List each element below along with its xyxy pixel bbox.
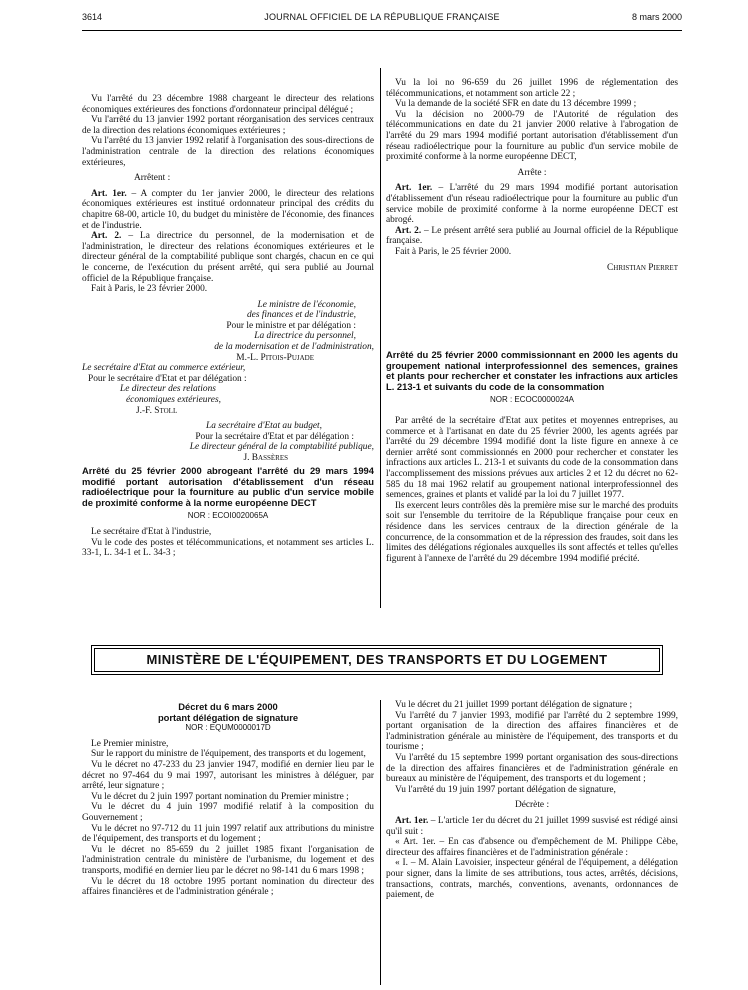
column-divider — [380, 68, 381, 608]
sig-sec-commerce: Le secrétaire d'Etat au commerce extérieur, — [82, 363, 246, 374]
paragraph: Vu le décret du 2 juin 1997 portant nomination du Premier ministre ; — [91, 791, 349, 802]
decret-title-2: portant délégation de signature — [157, 711, 299, 723]
sig-dir-rel-1: Le directeur des relations — [120, 384, 216, 395]
decret-title-1: Décret du 6 mars 2000 — [178, 701, 278, 712]
sig-dir-rel-2: économiques extérieures, — [126, 395, 221, 406]
arrete-3-nor: NOR : ECOC0000024A — [489, 395, 575, 405]
sig-dir-compta-name: J. Bassères — [243, 453, 288, 463]
sig-dir-rel-name: J.-F. Stoll — [136, 405, 178, 416]
journal-title: JOURNAL OFFICIEL DE LA RÉPUBLIQUE FRANÇAISE — [264, 12, 500, 22]
left-column-upper — [82, 94, 374, 464]
decret-nor: NOR : EQUM0000017D — [185, 723, 271, 733]
paragraph: Par arrêté de la secrétaire d'Etat aux petites et moyennes entreprises, au commerce et à l'artisanat en date du 25 février 2000, les agents agréés par l'arrêté du 29 décembre 1994 modifié dont la liste figure en annexe à ce dernier arrêté sont commissionnés en 2000 pour rechercher et constater les infractions aux articles L. 213-1 et suivants du code de la consommation dans l'accomplissement des missions prévues aux articles 2 et 12 du décret no 62-585 du 18 mai 1962 relatif au groupement national interprofessionnel des semences, graines et plants et validé par la loi du 7 juillet 1977. — [386, 415, 678, 501]
decrete-word: Décrète : — [514, 800, 550, 811]
paragraph: Vu l'arrêté du 7 janvier 1993, modifié par l'arrêté du 2 septembre 1999, portant organisation de la direction des affaires financières et de l'administration générale au ministère de l'équipement, des transports et du tourisme ; — [386, 710, 678, 753]
arrete-word: Arrête : — [517, 167, 547, 178]
arrete-2-nor: NOR : ECOI0020065A — [187, 511, 269, 521]
paragraph: Ils exercent leurs contrôles dès la première mise sur le marché des produits soit sur l'ensemble du territoire de la République française pour ceux en résidence dans les services centraux de la direction générale de la concurrence, de la consommation et de la répression des fraudes, soit dans les limites des délégations régionales auxquelles ils sont affectés et telles qu'elles figurent à l'annexe de l'arrêté du 29 décembre 1994 modifié précité. — [386, 500, 678, 564]
done-at: Fait à Paris, le 23 février 2000. — [91, 284, 208, 295]
ministry-banner: MINISTÈRE DE L'ÉQUIPEMENT, DES TRANSPORTS ET DU LOGEMENT — [94, 648, 660, 672]
paragraph: Vu le décret du 21 juillet 1999 portant délégation de signature ; — [395, 700, 633, 710]
done-at: Fait à Paris, le 25 février 2000. — [395, 246, 512, 257]
article-1: Art. 1er. – L'arrêté du 29 mars 1994 modifié portant autorisation d'établissement d'un réseau radioélectrique pour la fourniture au public d'un service mobile de proximité conforme à la norme européenne DECT est abrogé. — [386, 183, 678, 226]
paragraph: Vu l'arrêté du 15 septembre 1999 portant organisation des sous-directions de la direction des affaires financières et de l'administration générale en bureaux au ministère de l'équipement, des transports et du logement ; — [386, 752, 678, 785]
sig-delegation: Pour le ministre et par délégation : — [226, 320, 356, 331]
right-column-upper — [386, 78, 678, 273]
sig-dir-2: de la modernisation et de l'administration, — [214, 342, 374, 353]
visa: Vu la demande de la société SFR en date du 13 décembre 1999 ; — [395, 99, 637, 110]
left-arrete-2 — [82, 466, 374, 559]
page-number: 3614 — [82, 12, 103, 22]
paragraph: Vu le décret no 47-233 du 23 janvier 1947, modifié en dernier lieu par le décret no 97-464 du 9 mai 1997, autorisant les ministres à déléguer, par arrêté, leur signature ; — [82, 759, 374, 792]
sig-dir-name: M.-L. Pitois-Pujade — [236, 352, 314, 363]
paragraph: Vu le décret no 85-659 du 2 juillet 1985 fixant l'organisation de l'administration centrale du ministère de l'urbanisme, du logement et des transports, modifié en dernier lieu par le décret no 98-141 du 6 mars 1998 ; — [82, 844, 374, 876]
paragraph: Le Premier ministre, — [91, 738, 169, 749]
header-rule — [82, 30, 682, 31]
sig-minister-1: Le ministre de l'économie, — [257, 299, 356, 310]
sig-dir-1: La directrice du personnel, — [254, 331, 356, 342]
decret-right — [386, 700, 678, 901]
quote-paragraph: « Art. 1er. – En cas d'absence ou d'empêchement de M. Philippe Cèbe, directeur des affaires financières et de l'administration générale : — [386, 837, 678, 858]
paragraph: Vu l'arrêté du 19 juin 1997 portant délégation de signature, — [395, 784, 616, 795]
quote-paragraph: « I. – M. Alain Lavoisier, inspecteur général de l'équipement, a délégation pour signer, dans la limite de ses attributions, tous actes, arrêtés, décisions, transactions, contrats, marchés, conventions, avenants, ordonnances de paiement, de — [386, 858, 678, 901]
article-2: Art. 2. – Le présent arrêté sera publié au Journal officiel de la République française. — [386, 225, 679, 247]
sig-sec-budget-delegation: Pour la secrétaire d'Etat et par délégation : — [195, 431, 354, 442]
visa: Vu l'arrêté du 13 janvier 1992 relatif à l'organisation des sous-directions de l'administration centrale de la direction des relations économiques extérieures, — [82, 136, 374, 168]
page-header — [82, 12, 682, 26]
visa: Vu l'arrêté du 13 janvier 1992 portant réorganisation des services centraux de la direction des relations économiques extérieures ; — [82, 115, 374, 136]
paragraph: Le secrétaire d'Etat à l'industrie, — [91, 526, 212, 537]
article-1: Art. 1er. – A compter du 1er janvier 2000, le directeur des relations économiques extérieures est institué ordonnateur principal des crédits du chapitre 68-00, article 10, du budget du ministère de l'économie, des finances et de l'industrie. — [82, 188, 375, 231]
article-2: Art. 2. – La directrice du personnel, de la modernisation et de l'administration, le directeur des relations économiques extérieures et le directeur général de la comptabilité publique sont chargés, chacun en ce qui le concerne, de l'exécution du présent arrêté, qui sera publié au Journal officiel de la République française. — [82, 231, 374, 284]
arretent: Arrêtent : — [134, 173, 171, 184]
paragraph: Sur le rapport du ministre de l'équipement, des transports et du logement, — [91, 749, 366, 760]
column-divider — [380, 700, 381, 985]
arrete-2-title: Arrêté du 25 février 2000 abrogeant l'arrêté du 29 mars 1994 modifié portant autorisation d'établissement d'un réseau radioélectrique pour la fourniture au public d'un service mobile de proximité conforme à la norme européenne DECT — [82, 465, 374, 508]
sig-dir-compta: Le directeur général de la comptabilité publique, — [189, 442, 374, 453]
signer: Christian Pierret — [607, 262, 678, 273]
sig-minister-2: des finances et de l'industrie, — [246, 310, 356, 321]
visa: Vu la loi no 96-659 du 26 juillet 1996 de réglementation des télécommunications, et notamment son article 22 ; — [386, 78, 678, 99]
sig-sec-delegation: Pour le secrétaire d'Etat et par délégation : — [88, 373, 247, 384]
paragraph: Vu le code des postes et télécommunications, et notamment ses articles L. 33-1, L. 34-1 et L. 34-3 ; — [82, 537, 374, 559]
arrete-3-title: Arrêté du 25 février 2000 commissionnant en 2000 les agents du groupement national interprofessionnel des semences, graines et plants pour rechercher et constater les infractions aux articles L. 213-1 et suivants du code de la consommation — [386, 349, 678, 392]
visa: Vu l'arrêté du 23 décembre 1988 chargeant le directeur des relations économiques extérieures des fonctions d'ordonnateur principal délégué ; — [82, 94, 374, 115]
paragraph: Vu le décret no 97-712 du 11 juin 1997 relatif aux attributions du ministre de l'équipement, des transports et du logement ; — [82, 823, 374, 845]
right-arrete-3 — [386, 350, 678, 564]
sig-sec-budget: La secrétaire d'Etat au budget, — [206, 421, 322, 432]
visa: Vu la décision no 2000-79 de l'Autorité de régulation des télécommunications en date du 21 janvier 2000 relative à l'abrogation de l'arrêté du 29 mars 1994 modifié portant autorisation d'établissement d'un réseau radioélectrique pour la fourniture au public d'un service mobile de proximité conforme à la norme européenne DECT, — [386, 109, 678, 163]
paragraph: Vu le décret du 4 juin 1997 modifié relatif à la composition du Gouvernement ; — [82, 802, 374, 823]
paragraph: Vu le décret du 18 octobre 1995 portant nomination du directeur des affaires financières et de l'administration générale ; — [82, 876, 374, 898]
issue-date: 8 mars 2000 — [631, 12, 682, 22]
decret-left — [82, 702, 374, 898]
article-1: Art. 1er. – L'article 1er du décret du 21 juillet 1999 susvisé est rédigé ainsi qu'il suit : — [386, 815, 678, 837]
